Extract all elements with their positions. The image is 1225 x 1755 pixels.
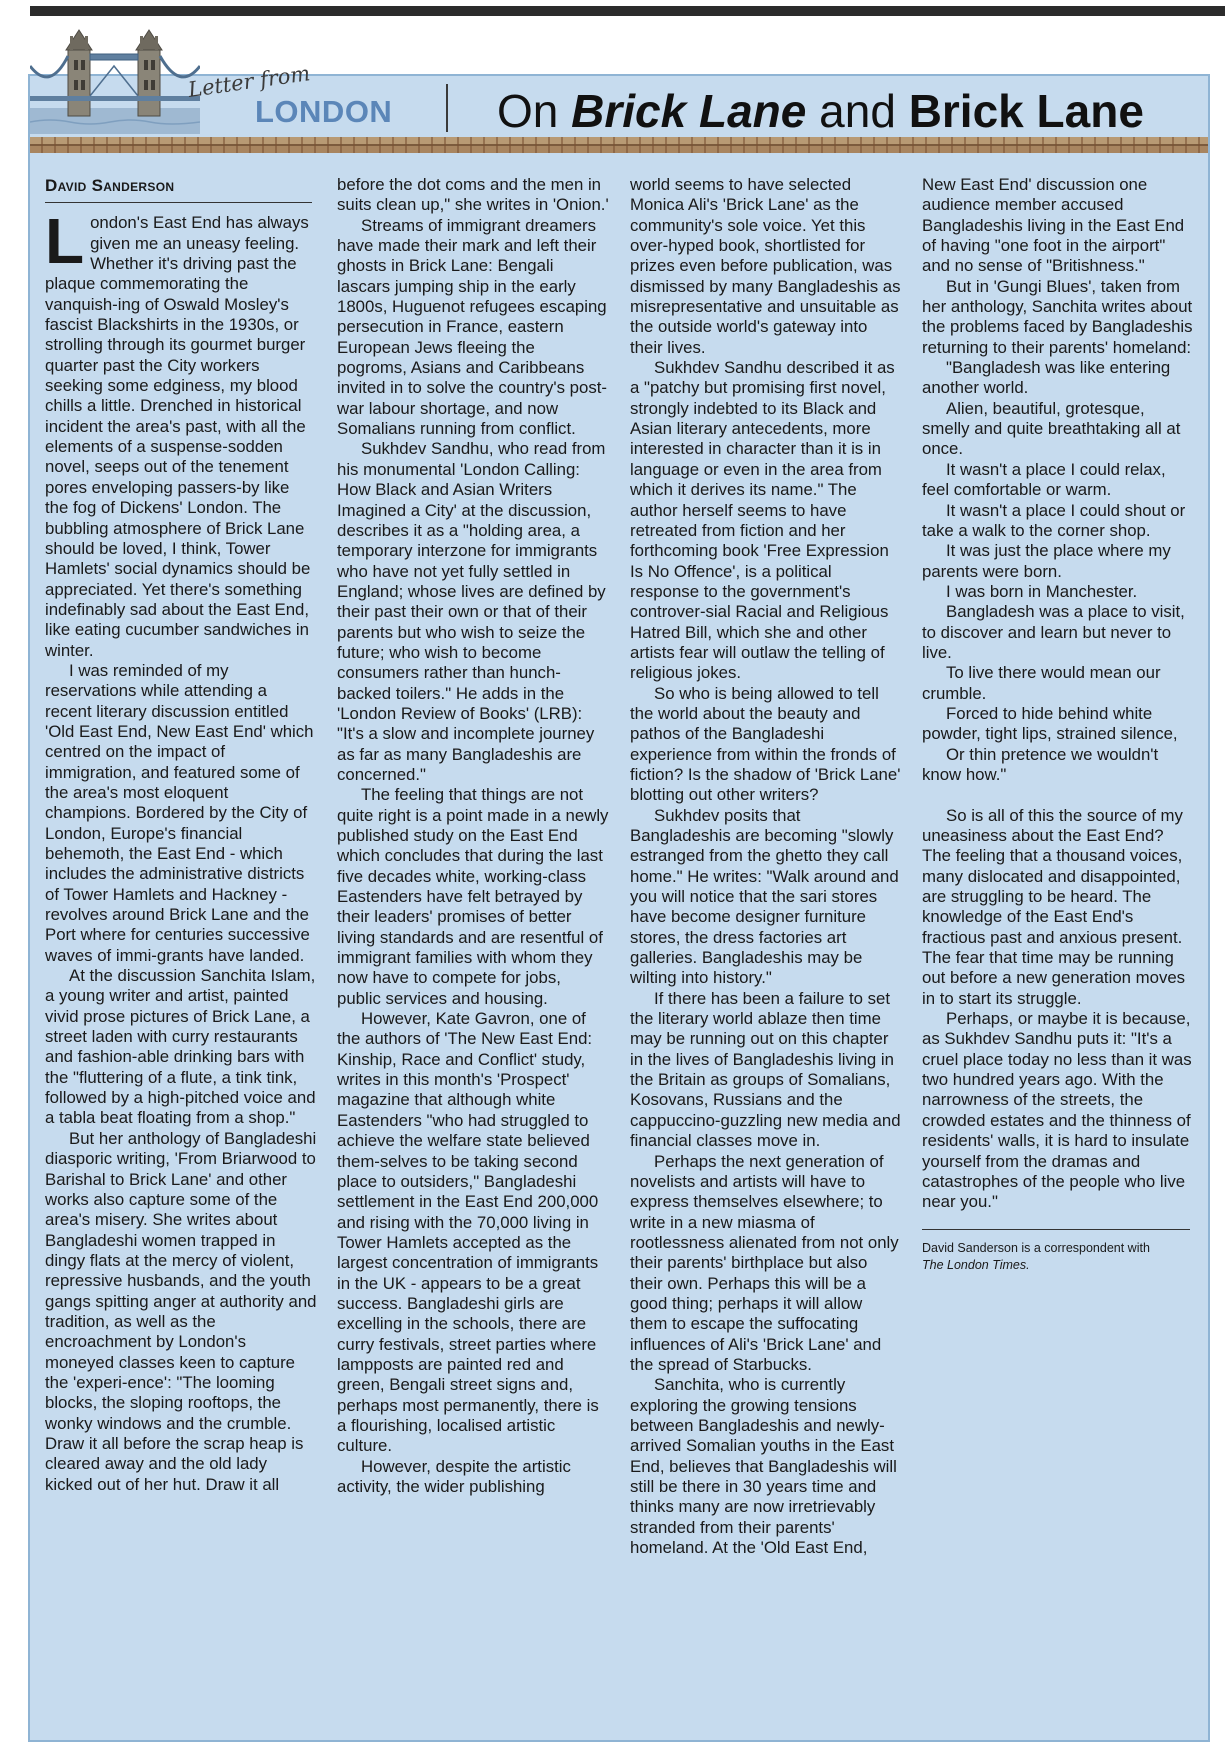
paragraph: But in 'Gungi Blues', taken from her anthology, Sanchita writes about the problems faced by Bangladeshis returning to their parents' homeland: (922, 276, 1193, 357)
drop-cap: L (45, 205, 85, 278)
paragraph: before the dot coms and the men in suits clean up," she writes in 'Onion.' (337, 175, 609, 215)
letter-from-script: Letter from (186, 61, 312, 102)
bio-divider (922, 1229, 1190, 1230)
column-3 (630, 175, 902, 1558)
london-label: LONDON (255, 94, 393, 129)
column-2 (337, 175, 609, 1497)
paragraph: But her anthology of Bangladeshi diasporic writing, 'From Briarwood to Barishal to Brick Lane' and other works also capture some of the area's misery. She writes about Bangladeshi women trapped in dingy flats at the mercy of violent, repressive husbands, and the youth gangs spitting anger at authority and tradition, as well as the encroachment by London's moneyed classes keen to capture the 'experi-ence': "The looming blocks, the sloping rooftops, the wonky windows and the crumble. Draw it all before the scrap heap is cleared away and the old lady kicked out of her hut. Draw it all (45, 1128, 317, 1494)
paragraph: Perhaps the next generation of novelists and artists will have to express themselves elsewhere; to write in a new miasma of rootlessness alienated from not only their parents' birthplace but also their own. Perhaps this will be a good thing; perhaps it will allow them to escape the suffocating influences of Ali's 'Brick Lane' and the spread of Starbucks. (630, 1151, 899, 1374)
paragraph: Sukhdev posits that Bangladeshis are becoming "slowly estranged from the ghetto they call home." He writes: "Walk around and you will notice that the sari stores have become designer furniture stores, the dress factories art galleries. Bangladeshis may be wilting into history." (630, 805, 899, 988)
lead-paragraph: London's East End has always given me an uneasy feeling. Whether it's driving past the plaque commemorating the vanquish-ing of Oswald Mosley's fascist Blackshirts in the 1930s, or strolling through its gourmet burger quarter past the City workers seeking some edginess, my blood chills a little. Drenched in historical incident the area's past, with all the elements of a suspense-sodden novel, seeps out of the tenement pores enveloping passers-by like the fog of Dickens' London. The bubbling atmosphere of Brick Lane should be loved, I think, Tower Hamlets' social dynamics should be appreciated. Yet there's something indefinably sad about the East End, like eating cucumber sandwiches in winter. (45, 205, 311, 660)
author-bio: David Sanderson is a correspondent with The London Times. (922, 1240, 1150, 1272)
poem-line: It was just the place where my parents were born. (922, 541, 1171, 581)
paragraph: Sanchita, who is currently exploring the growing tensions between Bangladeshis and newly-arrived Somalian youths in the East End, believes that Bangladeshis will still be there in 30 years time and thinks many are now irretrievably stranded from their parents' homeland. At the 'Old East End, (630, 1375, 897, 1558)
paragraph: world seems to have selected Monica Ali's 'Brick Lane' as the community's sole voice. Yet this over-hyped book, shortlisted for prizes even before publication, was dismissed by many Bangladeshis as misrepresentative and unsuitable as the outside world's gateway into their lives. (630, 175, 901, 357)
paragraph: So is all of this the source of my uneasiness about the East End? The feeling that a thousand voices, many dislocated and disappointed, are struggling to be heard. The knowledge of the East End's fractious past and anxious present. The fear that time may be running out before a new generation moves in to start its struggle. (922, 805, 1186, 1008)
poem-line: Or thin pretence we wouldn't know how." (922, 744, 1159, 784)
paragraph: I was reminded of my reservations while attending a recent literary discussion entitled 'Old East End, New East End' which centred on the impact of immigration, and featured some of the area's most eloquent champions. Bordered by the City of London, Europe's financial behemoth, the East End - which includes the administrative districts of Tower Hamlets and Hackney - revolves around Brick Lane and the Port where for centuries successive waves of immi-grants have landed. (45, 660, 314, 965)
byline: David Sanderson (45, 176, 312, 203)
page-title: On Brick Lane and Brick Lane (497, 85, 1144, 137)
column-4 (922, 175, 1194, 1274)
poem-line: I was born in Manchester. (946, 581, 1138, 601)
poem-line: Forced to hide behind white powder, tight lips, strained silence, (922, 703, 1178, 744)
brick-border (30, 137, 1208, 153)
paragraph: At the discussion Sanchita Islam, a young writer and artist, painted vivid prose pictures of Brick Lane, a street laden with curry restaurants and fashion-able drinking bars with the "fluttering of a flute, a tink tink, followed by a high-pitched voice and a tabla beat floating from a shop." (45, 966, 316, 1128)
paragraph: If there has been a failure to set the literary world ablaze then time may be running out on this chapter in the lives of Bangladeshis living in the Britain as groups of Somalians, Kosovans, Russians and the cappuccino-guzzling new media and financial classes move in. (630, 988, 901, 1151)
tower-bridge-icon (30, 26, 200, 134)
paragraph: Sukhdev Sandhu described it as a "patchy but promising first novel, strongly indebted to its Black and Asian literary antecedents, more interested in character than it is in language or even in the area from which it derives its name." The author herself seems to have retreated from fiction and her forthcoming book 'Free Expression Is No Offence', is a political response to the government's controver-sial Racial and Religious Hatred Bill, which she and other artists fear will outlaw the telling of religious jokes. (630, 358, 895, 683)
poem-line: Bangladesh was a place to visit, to discover and learn but never to live. (922, 602, 1185, 662)
paragraph: New East End' discussion one audience member accused Bangladeshis living in the East End of having "one foot in the airport" and no sense of "Britishness." (922, 175, 1185, 276)
header-divider (446, 84, 448, 132)
poem-line: Alien, beautiful, grotesque, smelly and quite breathtaking all at once. (922, 398, 1181, 459)
paragraph: So who is being allowed to tell the world about the beauty and pathos of the Bangladeshi experience from within the fronds of fiction? Is the shadow of 'Brick Lane' blotting out other writers? (630, 683, 901, 805)
paragraph: Perhaps, or maybe it is because, as Sukhdev Sandhu puts it: "It's a cruel place today no less than it was two hundred years ago. With the narrowness of the streets, the crowded estates and the thinness of residents' walls, it is hard to insulate yourself from the dramas and catastrophes of the people who live near you." (922, 1009, 1192, 1212)
poem-line: To live there would mean our crumble. (922, 663, 1161, 703)
paragraph: Sukhdev Sandhu, who read from his monumental 'London Calling: How Black and Asian Writers Imagined a City' at the discussion, describes it as a "holding area, a temporary interzone for immigrants who have not yet fully settled in England; whose lives are defined by their past their own or that of their parents but who wish to seize the future; who wish to become consumers rather than hunch-backed toilers." He adds in the 'London Review of Books' (LRB): "It's a slow and incomplete journey as far as many Bangladeshis are concerned." (337, 439, 606, 784)
column-1 (45, 176, 317, 1495)
poem-line: "Bangladesh was like entering another world. (922, 358, 1171, 398)
poem-line: It wasn't a place I could relax, feel comfortable or warm. (922, 459, 1166, 500)
paragraph: However, despite the artistic activity, the wider publishing (337, 1456, 571, 1496)
paragraph: The feeling that things are not quite right is a point made in a newly published study on the East End which concludes that during the last five decades white, working-class Eastenders have felt betrayed by their leaders' promises of better living standards and are resentful of immigrant families with whom they now have to compete for jobs, public services and housing. (337, 785, 609, 1008)
paragraph: Streams of immigrant dreamers have made their mark and left their ghosts in Brick Lane: Bengali lascars jumping ship in the early 1800s, Huguenot refugees escaping persecution in France, eastern European Jews fleeing the pogroms, Asians and Caribbeans invited in to solve the country's post-war labour shortage, and now Somalians running from conflict. (337, 215, 607, 439)
poem-line: It wasn't a place I could shout or take a walk to the corner shop. (922, 500, 1186, 540)
top-rule (30, 6, 1225, 16)
paragraph: However, Kate Gavron, one of the authors of 'The New East End: Kinship, Race and Conflict' study, writes in this month's 'Prospect' magazine that although white Eastenders "who had struggled to achieve the welfare state believed them-selves to be taking second place to outsiders," Bangladeshi settlement in the East End 200,000 and rising with the 70,000 living in Tower Hamlets accepted as the largest concentration of immigrants in the UK - appears to be a great success. Bangladeshi girls are excelling in the schools, there are curry festivals, street parties where lampposts are painted red and green, Bengali street signs and, perhaps most permanently, there is a flourishing, localised artistic culture. (337, 1009, 599, 1456)
